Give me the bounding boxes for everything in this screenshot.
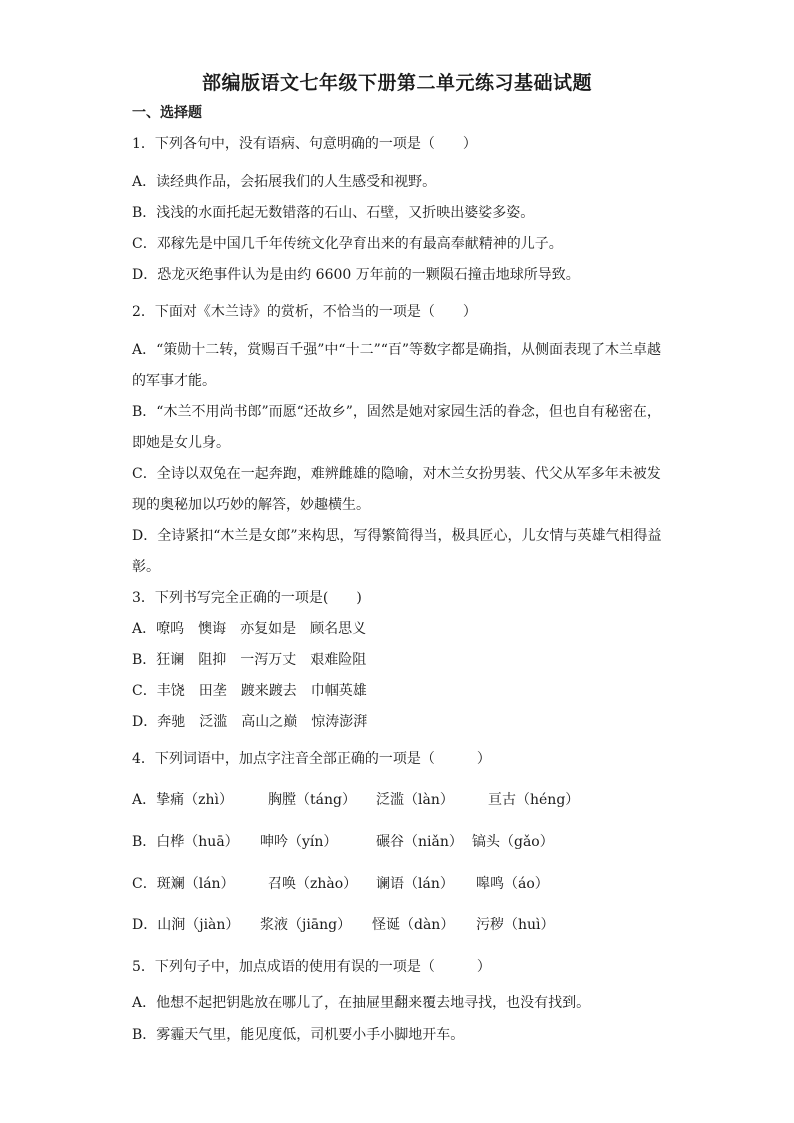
question-3-option-a: A．嘹呜 懊诲 亦复如是 顾名思义 xyxy=(132,621,367,637)
option-c-word-1: C．斑斓（lán） xyxy=(132,876,235,892)
option-b-word-4: 镐头（gǎo） xyxy=(472,834,554,850)
option-d-word-1: D．山涧（jiàn） xyxy=(132,917,240,933)
option-b-word-2: 呻吟（yín） xyxy=(260,834,338,850)
option-d-word-3: 怪诞（dàn） xyxy=(372,917,455,933)
option-a-word-2: 胸膛（táng） xyxy=(268,792,356,808)
question-2-option-d-line1: D．全诗紧扣“木兰是女郎”来构思，写得繁简得当，极具匠心，儿女情与英雄气相得益 xyxy=(132,528,662,544)
question-3-option-c: C．丰饶 田垄 踱来踱去 巾帼英雄 xyxy=(132,683,367,699)
option-a-word-3: 泛滥（làn） xyxy=(376,792,454,808)
question-4-stem: 4．下列词语中，加点字注音全部正确的一项是（ ） xyxy=(132,751,491,767)
question-1-option-c: C．邓稼先是中国几千年传统文化孕育出来的有最高奉献精神的儿子。 xyxy=(132,236,563,252)
option-d-word-2: 浆液（jiāng） xyxy=(260,917,352,933)
option-c-word-3: 谰语（lán） xyxy=(376,876,454,892)
question-2-option-c-line2: 现的奥秘加以巧妙的解答，妙趣横生。 xyxy=(132,497,370,513)
question-1-option-b: B．浅浅的水面托起无数错落的石山、石壁，又折映出婆娑多姿。 xyxy=(132,205,535,221)
option-b-word-1: B．白桦（huā） xyxy=(132,834,239,850)
question-1-stem: 1．下列各句中，没有语病、句意明确的一项是（ ） xyxy=(132,136,477,152)
question-2-option-c-line1: C．全诗以双兔在一起奔跑，难辨雌雄的隐喻，对木兰女扮男装、代父从军多年未被发 xyxy=(132,466,661,482)
page-title: 部编版语文七年级下册第二单元练习基础试题 xyxy=(201,72,592,94)
question-2-option-b-line2: 即她是女儿身。 xyxy=(132,435,230,451)
question-5-stem: 5．下列句子中，加点成语的使用有误的一项是（ ） xyxy=(132,959,491,975)
question-5-option-b: B．雾霾天气里，能见度低，司机要小手小脚地开车。 xyxy=(132,1027,465,1043)
question-3-stem: 3．下列书写完全正确的一项是( ) xyxy=(132,590,362,606)
question-2-option-a-line1: A．“策勋十二转，赏赐百千强”中“十二”“百”等数字都是确指，从侧面表现了木兰卓越 xyxy=(132,342,662,358)
option-c-word-4: 嗥鸣（áo） xyxy=(476,876,549,892)
question-5-option-a: A．他想不起把钥匙放在哪儿了，在抽屉里翻来覆去地寻找，也没有找到。 xyxy=(132,995,591,1011)
question-3-option-b: B．狂谰 阻抑 一泻万丈 艰难险阻 xyxy=(132,652,367,668)
section-heading: 一、选择题 xyxy=(132,105,202,121)
question-2-stem: 2．下面对《木兰诗》的赏析，不恰当的一项是（ ） xyxy=(132,304,477,320)
option-d-word-4: 污秽（huì） xyxy=(476,917,555,933)
question-2-option-a-line2: 的军事才能。 xyxy=(132,373,216,389)
question-3-option-d: D．奔驰 泛滥 高山之巅 惊涛澎湃 xyxy=(132,714,368,730)
question-2-option-d-line2: 彰。 xyxy=(132,559,160,575)
option-b-word-3: 碾谷（niǎn） xyxy=(376,834,463,850)
option-c-word-2: 召唤（zhào） xyxy=(268,876,358,892)
question-2-option-b-line1: B．“木兰不用尚书郎”而愿“还故乡”，固然是她对家园生活的眷念，但也自有秘密在， xyxy=(132,404,661,420)
question-1-option-a: A．读经典作品，会拓展我们的人生感受和视野。 xyxy=(132,174,437,190)
option-a-word-4: 亘古（héng） xyxy=(488,792,580,808)
option-a-word-1: A．挚痛（zhì） xyxy=(132,792,233,808)
question-1-option-d: D．恐龙灭绝事件认为是由约 6600 万年前的一颗陨石撞击地球所导致。 xyxy=(132,267,580,283)
